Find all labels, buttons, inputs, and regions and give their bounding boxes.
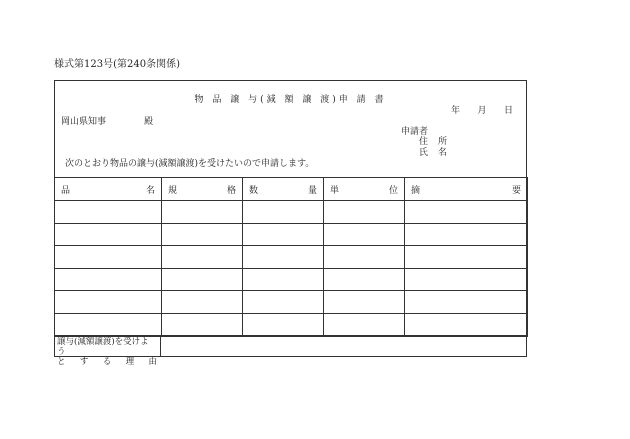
table-cell[interactable] xyxy=(162,291,243,314)
reason-value[interactable] xyxy=(162,336,527,357)
items-table xyxy=(54,177,528,337)
table-cell[interactable] xyxy=(55,246,162,269)
table-cell[interactable] xyxy=(243,291,324,314)
table-cell[interactable] xyxy=(324,291,405,314)
table-cell[interactable] xyxy=(243,246,324,269)
table-cell[interactable] xyxy=(324,313,405,336)
name-label-char: 氏 xyxy=(419,148,429,158)
day-label: 日 xyxy=(503,106,513,116)
table-cell[interactable] xyxy=(243,313,324,336)
table-cell[interactable] xyxy=(405,313,528,336)
addressee xyxy=(61,114,153,127)
table-cell[interactable] xyxy=(55,313,162,336)
name-label xyxy=(419,145,447,158)
column-header-remarks: 摘 要 xyxy=(405,178,528,201)
column-header-quantity: 数 量 xyxy=(243,178,324,201)
table-row xyxy=(55,246,528,269)
table-cell[interactable] xyxy=(405,223,528,246)
table-cell[interactable] xyxy=(55,291,162,314)
reason-label-line2: と す る 理 由 xyxy=(57,357,157,367)
table-cell[interactable] xyxy=(324,268,405,291)
table-cell[interactable] xyxy=(162,223,243,246)
form-number: 様式第123号(第240条関係) xyxy=(54,59,180,70)
address-label-char: 所 xyxy=(438,137,448,147)
table-cell[interactable] xyxy=(55,268,162,291)
table-cell[interactable] xyxy=(405,201,528,224)
column-header-unit: 単 位 xyxy=(324,178,405,201)
table-cell[interactable] xyxy=(324,223,405,246)
table-row xyxy=(55,313,528,336)
table-cell[interactable] xyxy=(162,313,243,336)
year-label: 年 xyxy=(451,106,461,116)
application-form xyxy=(54,80,527,367)
reason-row xyxy=(54,335,527,367)
table-cell[interactable] xyxy=(55,223,162,246)
table-cell[interactable] xyxy=(243,268,324,291)
table-row xyxy=(55,268,528,291)
table-row xyxy=(55,223,528,246)
table-cell[interactable] xyxy=(324,201,405,224)
addressee-honorific: 殿 xyxy=(144,117,154,127)
table-cell[interactable] xyxy=(162,268,243,291)
reason-label xyxy=(54,336,161,367)
table-cell[interactable] xyxy=(162,246,243,269)
date-line xyxy=(451,103,513,116)
column-header-item-name: 品 名 xyxy=(55,178,162,201)
table-cell[interactable] xyxy=(405,291,528,314)
table-cell[interactable] xyxy=(162,201,243,224)
table-cell[interactable] xyxy=(243,223,324,246)
table-cell[interactable] xyxy=(55,201,162,224)
addressee-name: 岡山県知事 xyxy=(61,117,107,127)
name-label-char: 名 xyxy=(438,148,448,158)
table-cell[interactable] xyxy=(405,268,528,291)
reason-label-line1: 譲与(減額譲渡)を受けよう xyxy=(57,337,149,357)
applicant-label: 申請者 xyxy=(401,127,429,137)
table-cell[interactable] xyxy=(324,246,405,269)
table-header-row xyxy=(55,178,528,201)
form-title: 物 品 譲 与(減 額 譲 渡)申 請 書 xyxy=(194,95,387,105)
month-label: 月 xyxy=(477,106,487,116)
request-statement: 次のとおり物品の譲与(減額譲渡)を受けたいので申請します。 xyxy=(65,159,315,169)
table-cell[interactable] xyxy=(405,246,528,269)
table-row xyxy=(55,291,528,314)
column-header-spec: 規 格 xyxy=(162,178,243,201)
address-label-char: 住 xyxy=(419,137,429,147)
table-cell[interactable] xyxy=(243,201,324,224)
table-row xyxy=(55,201,528,224)
